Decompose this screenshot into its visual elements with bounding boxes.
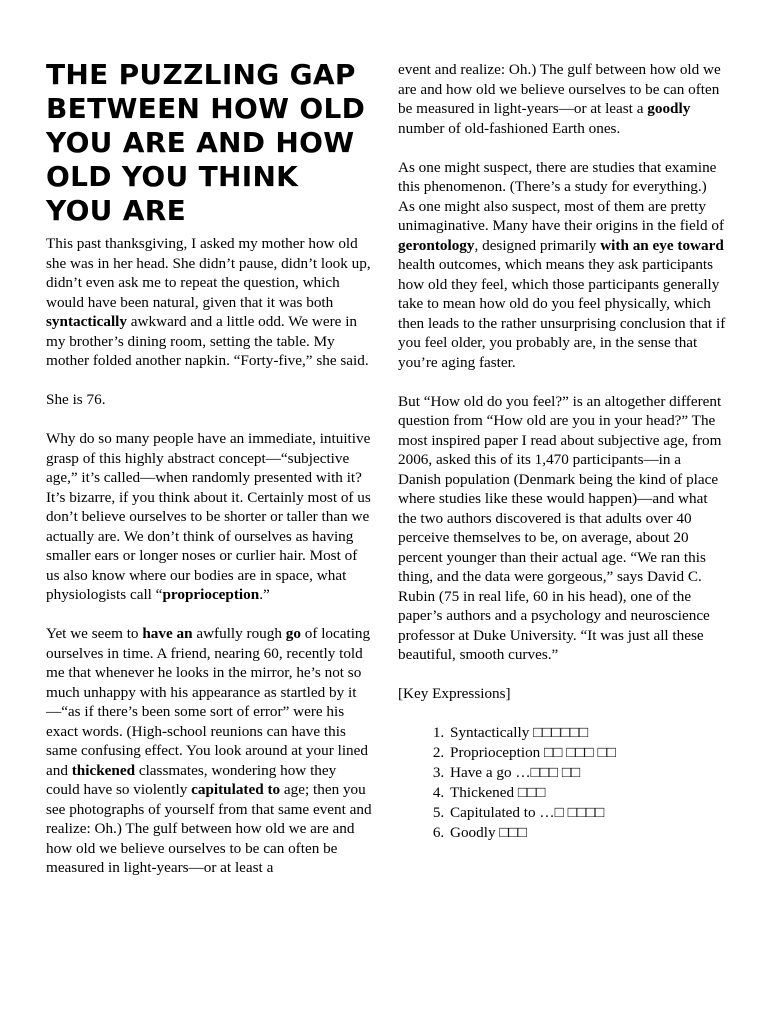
key-expressions-heading: [Key Expressions] [398, 685, 511, 702]
bold-term-capitulated-to: capitulated to [191, 781, 281, 798]
text-run: Yet we seem to [46, 625, 143, 642]
text-run: , designed primarily [474, 236, 601, 254]
paragraph-6: But “How old do you feel?” is an altogether different question from “How old are you in your head?” The most inspired paper I read about subjective age, from 2006, asked this of its 1,470 participants—in a Danish population (Denmark being the kind of place where studies like these would happen)—and what the two authors discovered is that adults over 40 perceive themselves to be, on average, about 20 percent younger than their actual age. “We ran this thing, and the data were gorgeous,” says David C. Rubin (75 in real life, 60 in his head), one of the paper’s authors and a psychology and neuroscience professor at Duke University. “It was just all these beautiful, smooth curves.” [398, 392, 722, 663]
list-item: 6. Goodly □□□ [448, 823, 726, 843]
text-run: age; then you see photographs of yourself from that same event and realize: Oh.) The gulf between how old we are and how old we believe ourselves to be can often be measured in light-years—or at least a [46, 781, 372, 876]
bold-term-goodly: goodly [647, 100, 691, 117]
paragraph-5 [398, 158, 726, 373]
list-item: 2. Proprioception □□ □□□ □□ [448, 743, 726, 763]
right-column [398, 60, 726, 843]
text-run: classmates, wondering how they could have so violently [46, 761, 337, 798]
bold-term-go: go [285, 625, 301, 642]
paragraph-4 [46, 624, 372, 878]
list-item: 5. Capitulated to …□ □□□□ [448, 803, 726, 823]
paragraph-3 [46, 429, 372, 605]
text-run: As one might suspect, there are studies that examine this phenomenon. (There’s a study for everything.) As one might also suspect, most of them are pretty unimaginative. Many have their origins in the field of [398, 158, 725, 234]
text-run: health outcomes, which means they ask participants how old they feel, which those participants generally take to mean how old do you feel physically, which then leads to the rather unsurprising conclusion that if you feel older, you probably are, in the sense that you’re aging faster. [398, 256, 726, 371]
paragraph-1 [46, 234, 372, 371]
list-item: 3. Have a go …□□□ □□ [448, 763, 726, 783]
list-item: 1. Syntactically □□□□□□ [448, 723, 726, 743]
list-item: 4. Thickened □□□ [448, 783, 726, 803]
text-run: .” [259, 586, 270, 603]
left-column [46, 58, 372, 897]
key-expressions-list [398, 723, 726, 843]
bold-term-thickened: thickened [71, 761, 136, 779]
bold-term-with-an-eye-toward: with an eye toward [600, 236, 724, 254]
text-run: Why do so many people have an immediate, intuitive grasp of this highly abstract concept—“subjective age,” it’s called—when randomly presented with it? It’s bizarre, if you think about it. Certainly most of us don’t believe ourselves to be shorter or taller than we actually are. We don’t think of ourselves as having smaller ears or longer noses or curlier hair. Most of us also know where our bodies are in space, what physiologists call “ [46, 430, 371, 603]
paragraph-2: She is 76. [46, 391, 106, 408]
bold-term-syntactically: syntactically [46, 313, 127, 330]
text-run: awkward and a little odd. We were in my brother’s dining room, setting the table. My mother folded another napkin. “Forty-five,” she said. [46, 313, 369, 369]
bold-term-gerontology: gerontology [398, 236, 475, 254]
article-title: THE PUZZLING GAP BETWEEN HOW OLD YOU ARE AND HOW OLD YOU THINK YOU ARE [46, 58, 366, 227]
text-run: awfully rough [192, 625, 286, 642]
text-run: event and realize: Oh.) The gulf between how old we are and how old we believe ourselves to be can often be measured in light-years—or at least a [398, 61, 721, 117]
bold-term-proprioception: proprioception [162, 586, 260, 603]
bold-term-have-an: have an [142, 625, 193, 642]
text-run: of locating ourselves in time. A friend, nearing 60, recently told me that whenever he looks in the mirror, he’s not so much unhappy with his appearance as startled by it—“as if there’s been some sort of error” were his exact words. (High-school reunions can have this same confusing effect. You look around at your lined and [46, 625, 371, 779]
paragraph-4-continued [398, 60, 726, 138]
text-run: This past thanksgiving, I asked my mother how old she was in her head. She didn’t pause, didn’t look up, didn’t even ask me to repeat the question, which would have been natural, given that it was both [46, 235, 371, 311]
text-run: number of old-fashioned Earth ones. [398, 119, 621, 137]
